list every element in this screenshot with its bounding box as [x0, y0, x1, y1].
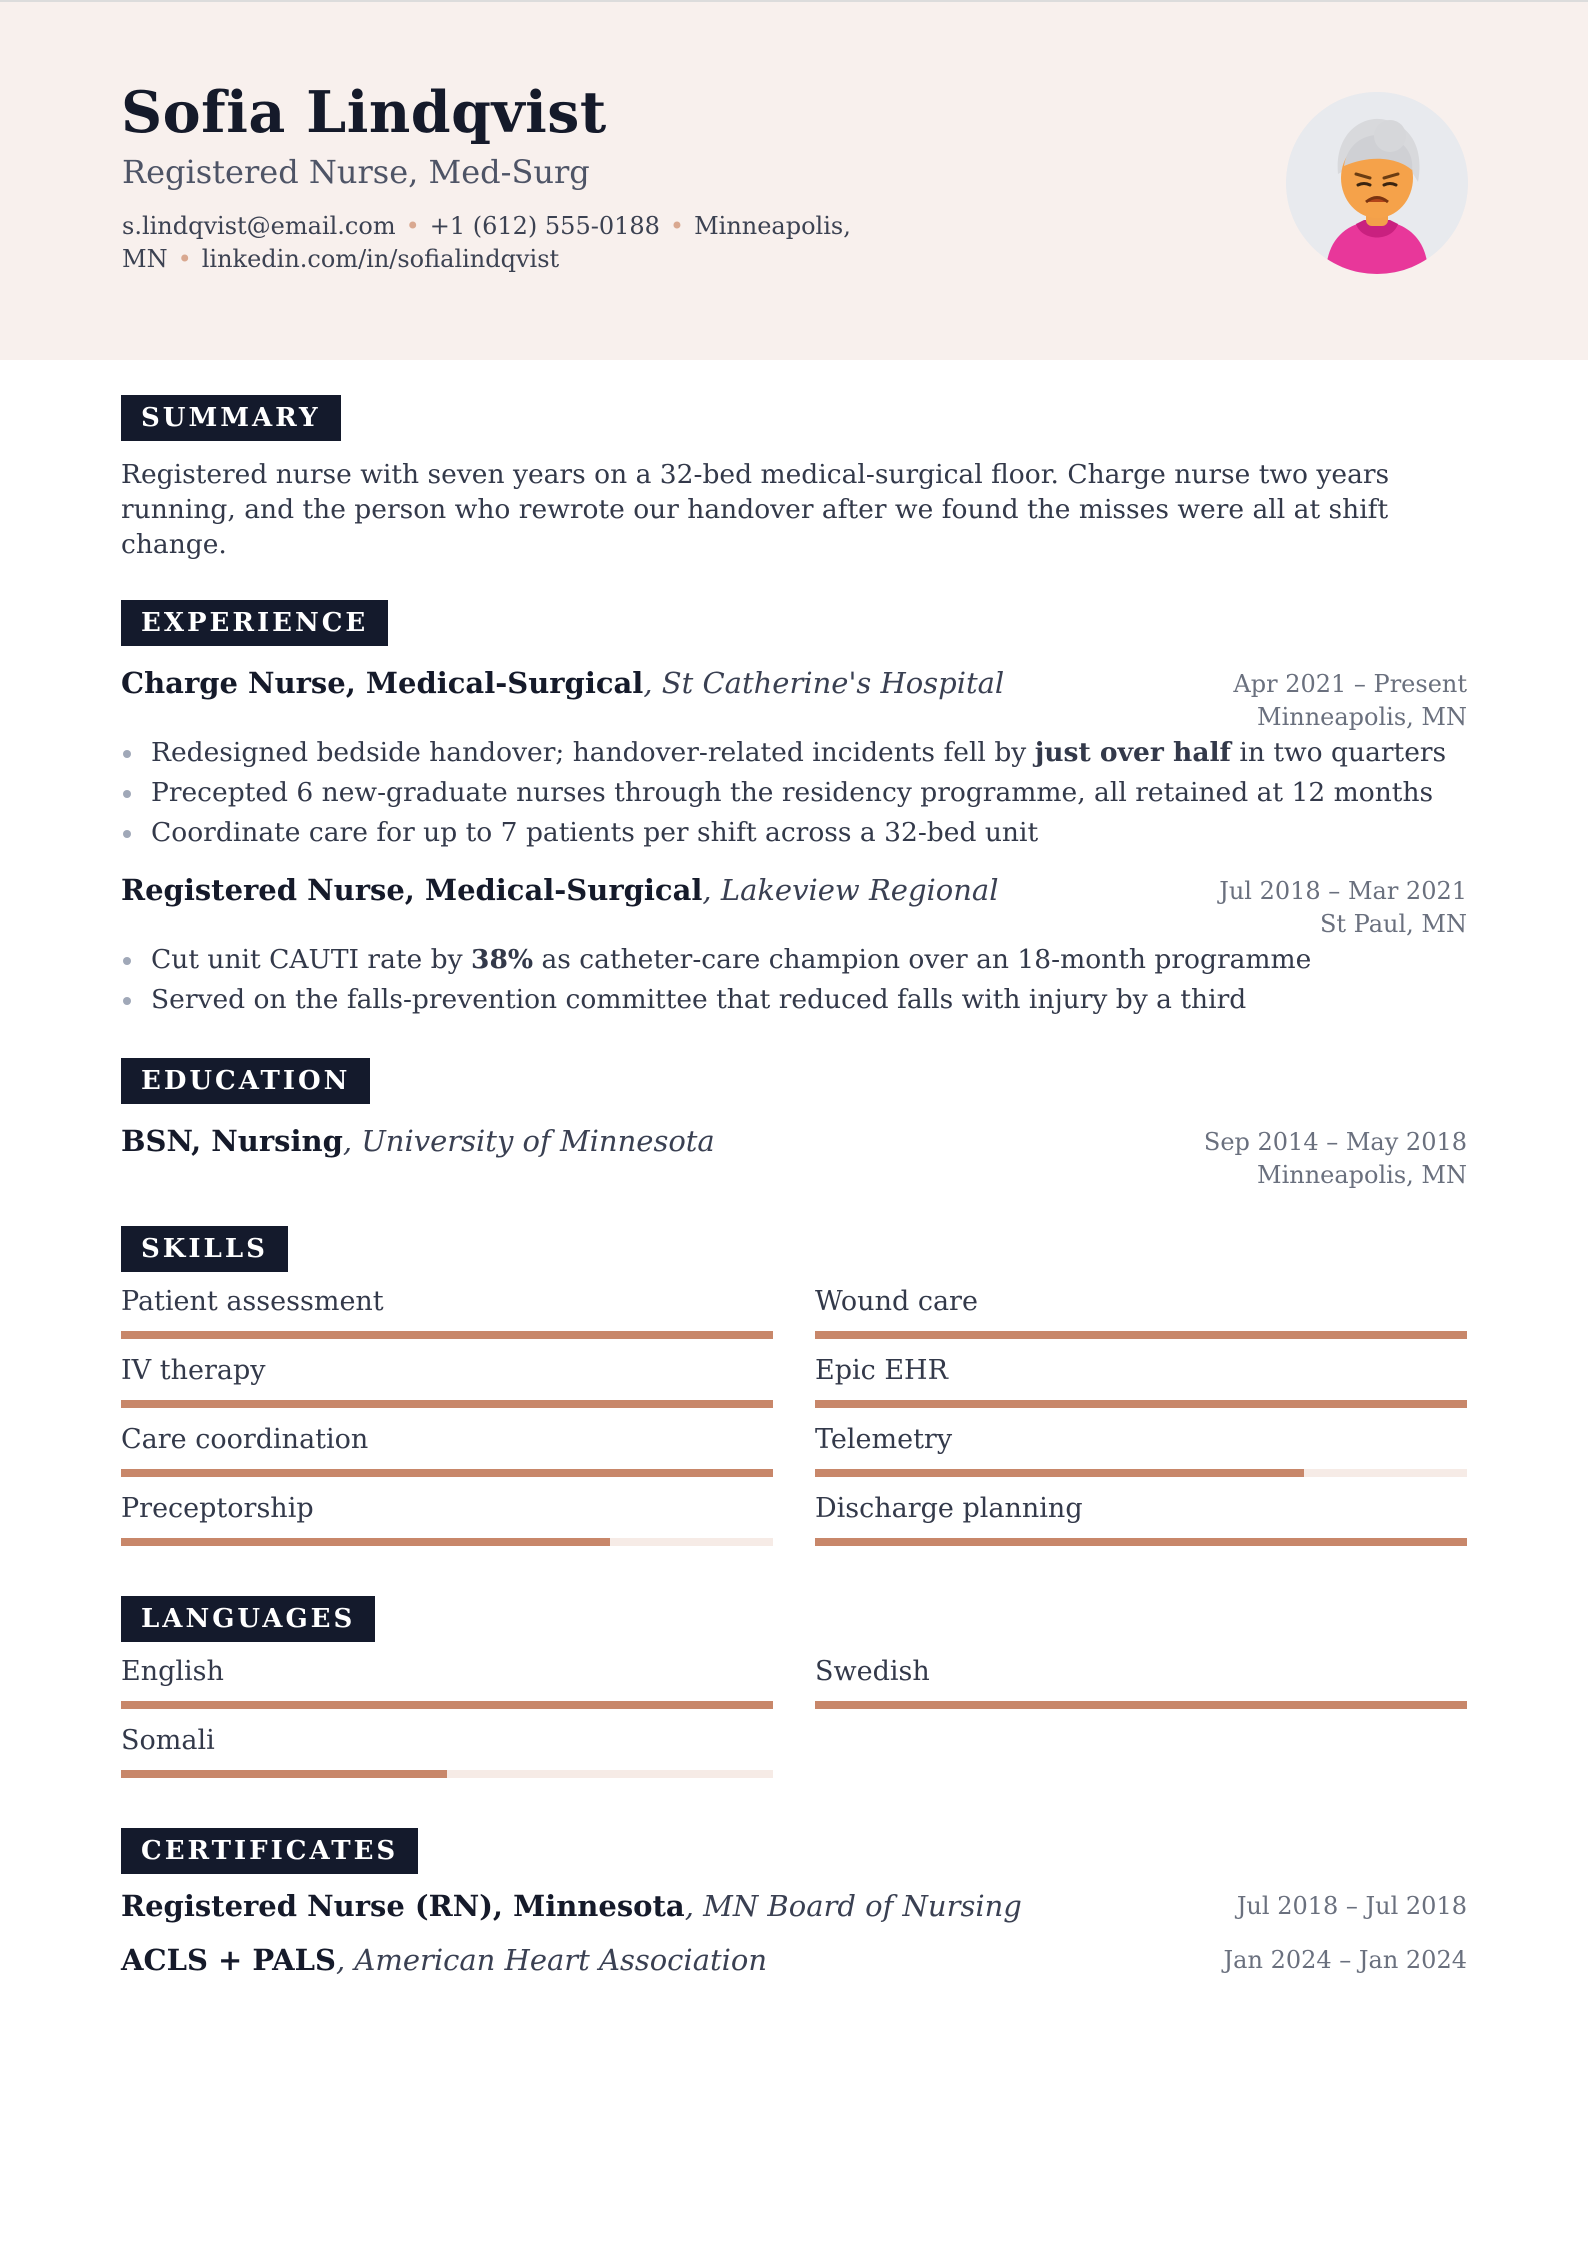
section-heading-languages: LANGUAGES: [121, 1596, 375, 1642]
bullet-item: Served on the falls-prevention committee that reduced falls with injury by a third: [121, 980, 1467, 1020]
certificate-issuer: American Heart Association: [354, 1943, 768, 1977]
skill-level-fill: [121, 1770, 447, 1778]
skill-label: Wound care: [815, 1286, 978, 1317]
skill-item: [121, 1282, 773, 1351]
skill-level-fill: [121, 1538, 610, 1546]
skill-level-bar: [815, 1400, 1467, 1408]
certificate-name: ACLS + PALS: [121, 1943, 336, 1977]
job-entry: Charge Nurse, Medical-Surgical, St Catherine's Hospital Apr 2021 – Present Minneapolis, MN Redesigned bedside handover; handover-related incidents fell by just over half in two quarters Precepted 6 new-graduate nurses through the residency programme, all retained at 12 months Coordinate care for up to 7 patients per shift across a 32-bed unit: [121, 664, 1467, 853]
job-role: Registered Nurse, Medical-Surgical: [121, 873, 703, 907]
skill-level-bar: [815, 1538, 1467, 1546]
skill-label: Care coordination: [121, 1424, 369, 1455]
section-heading-certificates: CERTIFICATES: [121, 1828, 418, 1874]
skills-grid: [121, 1282, 1467, 1558]
job-location: Minneapolis, MN: [1257, 703, 1467, 731]
skill-label: Telemetry: [815, 1424, 953, 1455]
skill-level-bar: [121, 1701, 773, 1709]
skill-label: IV therapy: [121, 1355, 266, 1386]
experience-section: [121, 600, 1467, 1020]
job-location: St Paul, MN: [1319, 910, 1467, 938]
skill-label: English: [121, 1656, 224, 1687]
education-entry: BSN, Nursing, University of Minnesota Sep 2014 – May 2018 Minneapolis, MN: [121, 1122, 1467, 1188]
skill-level-bar: [121, 1538, 773, 1546]
languages-section: [121, 1596, 1467, 1790]
skill-level-fill: [815, 1400, 1467, 1408]
skill-level-fill: [121, 1469, 773, 1477]
skill-level-bar: [121, 1469, 773, 1477]
job-employer: St Catherine's Hospital: [661, 666, 1005, 700]
education-section: [121, 1058, 1467, 1188]
skill-level-bar: [815, 1469, 1467, 1477]
skill-level-bar: [121, 1770, 773, 1778]
bullet-item: Cut unit CAUTI rate by 38% as catheter-care champion over an 18-month programme: [121, 940, 1467, 980]
languages-grid: [121, 1652, 1467, 1790]
certificate-entry: Registered Nurse (RN), Minnesota, MN Board of Nursing Jul 2018 – Jul 2018: [121, 1889, 1467, 1923]
section-heading-experience: EXPERIENCE: [121, 600, 388, 646]
skill-item: [121, 1721, 773, 1790]
bullet-item: Precepted 6 new-graduate nurses through the residency programme, all retained at 12 months: [121, 773, 1467, 813]
skill-label: Patient assessment: [121, 1286, 384, 1317]
skill-item: [121, 1420, 773, 1489]
bullet-item: Redesigned bedside handover; handover-related incidents fell by just over half in two quarters: [121, 733, 1467, 773]
education-dates: Sep 2014 – May 2018: [1203, 1128, 1467, 1156]
skill-item: [815, 1420, 1467, 1489]
contact-line: [122, 210, 882, 276]
job-meta: [1219, 875, 1467, 941]
certificate-dates: Jul 2018 – Jul 2018: [1236, 1892, 1467, 1920]
skill-label: Somali: [121, 1725, 215, 1756]
section-heading-skills: SKILLS: [121, 1226, 288, 1272]
job-dates: Apr 2021 – Present: [1233, 670, 1467, 698]
job-employer: Lakeview Regional: [720, 873, 999, 907]
skills-section: [121, 1226, 1467, 1558]
skill-label: Epic EHR: [815, 1355, 948, 1386]
skill-label: Swedish: [815, 1656, 930, 1687]
resume-header: [0, 0, 1588, 360]
skill-level-fill: [815, 1701, 1467, 1709]
summary-text: Registered nurse with seven years on a 32-bed medical-surgical floor. Charge nurse two years running, and the person who rewrote our handover after we found the misses were all at shift change.: [121, 459, 1390, 560]
skill-level-fill: [815, 1331, 1467, 1339]
job-bullets: [121, 733, 1467, 853]
separator-dot: •: [405, 212, 420, 240]
separator-dot: •: [669, 212, 685, 240]
bullet-item: Coordinate care for up to 7 patients per shift across a 32-bed unit: [121, 813, 1467, 853]
section-heading-education: EDUCATION: [121, 1058, 370, 1104]
summary-section: [121, 395, 1467, 562]
skill-item: [121, 1489, 773, 1558]
candidate-name: Sofia Lindqvist: [121, 79, 607, 146]
education-location: Minneapolis, MN: [1257, 1161, 1467, 1189]
phone-number: +1 (612) 555-0188: [429, 212, 660, 240]
job-entry: Registered Nurse, Medical-Surgical, Lakeview Regional Jul 2018 – Mar 2021 St Paul, MN Cut unit CAUTI rate by 38% as catheter-care champion over an 18-month programme Served on the falls-prevention committee that reduced falls with injury by a third: [121, 871, 1467, 1020]
job-dates: Jul 2018 – Mar 2021: [1219, 877, 1467, 905]
certificate-entry: ACLS + PALS, American Heart Association Jan 2024 – Jan 2024: [121, 1943, 1467, 1977]
degree: BSN, Nursing: [121, 1124, 343, 1158]
skill-level-bar: [121, 1331, 773, 1339]
job-bullets: [121, 940, 1467, 1020]
skill-item: [121, 1652, 773, 1721]
candidate-title: Registered Nurse, Med-Surg: [122, 153, 590, 191]
school: University of Minnesota: [361, 1124, 715, 1158]
education-meta: [1204, 1126, 1467, 1192]
certificate-name: Registered Nurse (RN), Minnesota: [121, 1889, 685, 1923]
skill-level-fill: [121, 1701, 773, 1709]
skill-level-fill: [815, 1469, 1304, 1477]
skill-level-fill: [815, 1538, 1467, 1546]
person-avatar-icon: [1286, 92, 1468, 274]
linkedin-link[interactable]: linkedin.com/in/sofialindqvist: [201, 245, 560, 273]
skill-label: Discharge planning: [815, 1493, 1083, 1524]
skill-level-bar: [121, 1400, 773, 1408]
job-role: Charge Nurse, Medical-Surgical: [121, 666, 644, 700]
skill-item: [815, 1489, 1467, 1558]
skill-level-bar: [815, 1331, 1467, 1339]
job-meta: [1233, 668, 1467, 734]
skill-level-fill: [121, 1331, 773, 1339]
skill-item: [815, 1351, 1467, 1420]
resume-body: [121, 395, 1467, 1994]
separator-dot: •: [177, 245, 192, 273]
skill-item: [121, 1351, 773, 1420]
certificate-issuer: MN Board of Nursing: [703, 1889, 1022, 1923]
skill-item: [815, 1652, 1467, 1721]
location: Minneapolis, MN: [122, 212, 851, 273]
skill-level-bar: [815, 1701, 1467, 1709]
certificate-dates: Jan 2024 – Jan 2024: [1223, 1946, 1467, 1974]
skill-item: [815, 1282, 1467, 1351]
email-link[interactable]: s.lindqvist@email.com: [122, 212, 396, 240]
skill-level-fill: [121, 1400, 773, 1408]
section-heading-summary: SUMMARY: [121, 395, 341, 441]
skill-label: Preceptorship: [121, 1493, 314, 1524]
certificates-section: [121, 1828, 1467, 1994]
